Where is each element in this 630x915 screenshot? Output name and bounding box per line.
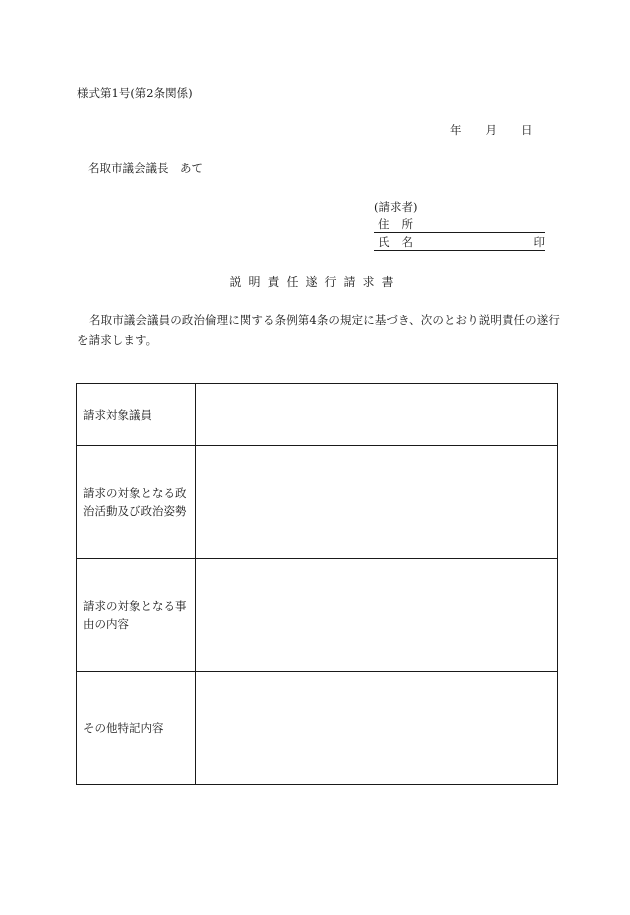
row-label-reason: 請求の対象となる事由の内容 bbox=[77, 559, 196, 672]
request-table bbox=[76, 383, 558, 785]
table-row bbox=[77, 384, 558, 446]
date-month-label: 月 bbox=[485, 123, 497, 137]
seal-mark: 印 bbox=[533, 235, 545, 249]
name-field[interactable] bbox=[374, 235, 545, 251]
requester-label: (請求者) bbox=[374, 200, 418, 214]
date-line bbox=[450, 122, 533, 138]
requester-block bbox=[374, 199, 545, 253]
document-body: 名取市議会議員の政治倫理に関する条例第4条の規定に基づき、次のとおり説明責任の遂行を請求します。 bbox=[77, 313, 560, 347]
other-notes-field[interactable] bbox=[196, 672, 558, 785]
row-label-political-activity: 請求の対象となる政治活動及び政治姿勢 bbox=[77, 446, 196, 559]
document-title: 説明責任遂行請求書 bbox=[229, 275, 401, 289]
date-year-label: 年 bbox=[450, 123, 462, 137]
name-label: 氏名 bbox=[378, 235, 425, 249]
date-day-label: 日 bbox=[521, 123, 533, 137]
address-label: 住所 bbox=[378, 217, 425, 231]
target-member-field[interactable] bbox=[196, 384, 558, 446]
table-row bbox=[77, 446, 558, 559]
table-row bbox=[77, 672, 558, 785]
addressee: 名取市議会議長 あて bbox=[88, 161, 203, 175]
table-row bbox=[77, 559, 558, 672]
form-number: 様式第1号(第2条関係) bbox=[77, 86, 193, 100]
row-label-target-member: 請求対象議員 bbox=[77, 384, 196, 446]
address-field[interactable] bbox=[374, 217, 545, 233]
row-label-other-notes: その他特記内容 bbox=[77, 672, 196, 785]
reason-field[interactable] bbox=[196, 559, 558, 672]
political-activity-field[interactable] bbox=[196, 446, 558, 559]
